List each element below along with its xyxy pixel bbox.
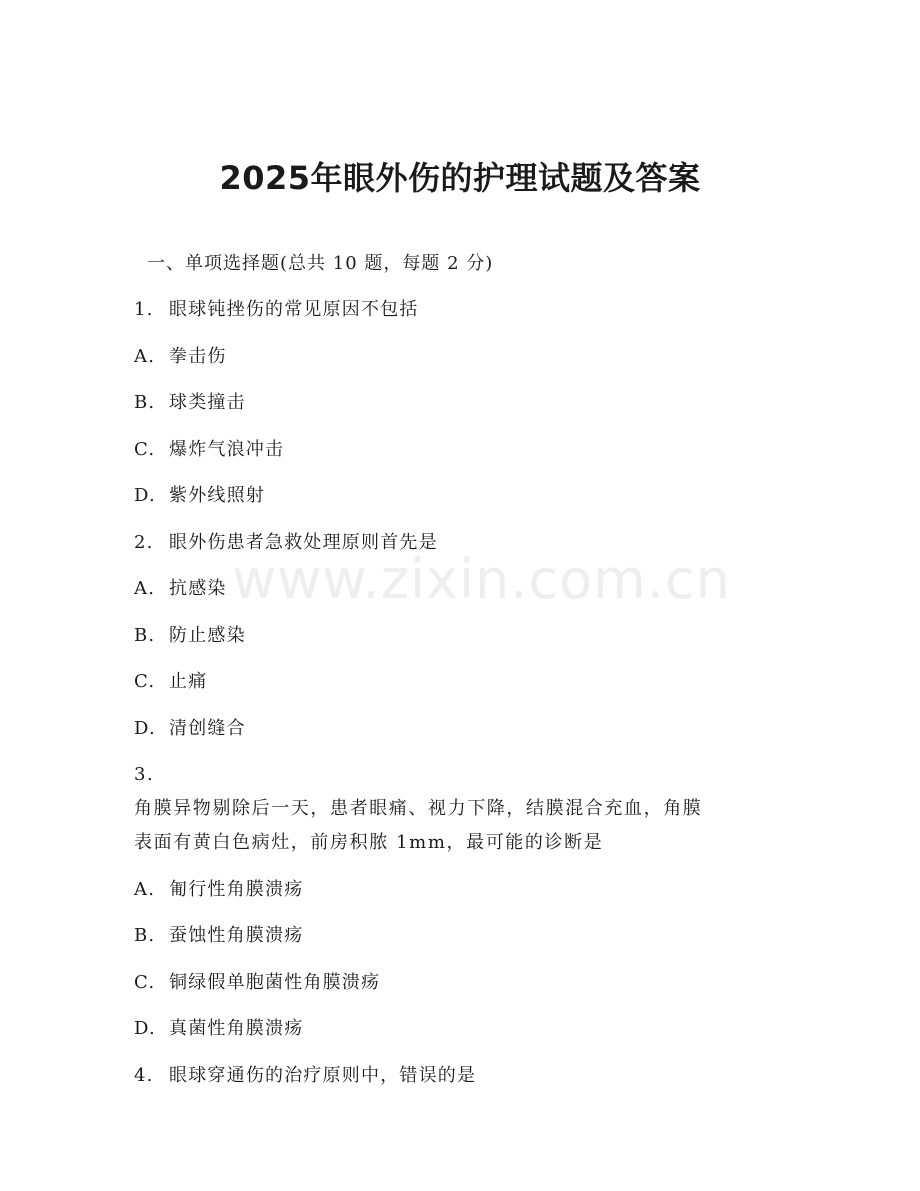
option-text: 爆炸气浪冲击 — [169, 438, 285, 460]
option-b — [134, 919, 794, 953]
option-label: D. — [134, 485, 156, 506]
option-label: B. — [134, 624, 156, 646]
document-body — [134, 247, 794, 1105]
option-c — [134, 433, 794, 467]
question-text-line-1: 角膜异物剔除后一天，患者眼痛、视力下降，结膜混合充血，角膜 — [134, 798, 703, 819]
option-label: B. — [134, 392, 156, 413]
option-a — [134, 873, 794, 907]
option-b — [134, 386, 794, 420]
option-label: C. — [134, 438, 156, 460]
question-number: 3. — [134, 764, 155, 785]
option-label: C. — [134, 971, 156, 993]
question-text: 眼外伤患者急救处理原则首先是 — [169, 531, 438, 553]
option-text: 铜绿假单胞菌性角膜溃疡 — [169, 971, 381, 993]
option-text: 匍行性角膜溃疡 — [169, 878, 304, 900]
option-d — [134, 479, 794, 513]
option-text: 拳击伤 — [169, 345, 227, 367]
option-a — [134, 572, 794, 606]
question-4 — [134, 1059, 794, 1093]
option-text: 抗感染 — [169, 578, 227, 599]
question-number: 4. — [134, 1064, 154, 1086]
question-line-1 — [134, 758, 794, 826]
option-b — [134, 619, 794, 653]
watermark: www.zixin.com.cn — [232, 548, 731, 611]
question-number: 1. — [134, 299, 154, 320]
option-label: A. — [134, 345, 156, 367]
option-c — [134, 665, 794, 699]
option-a — [134, 340, 794, 374]
option-text: 球类撞击 — [169, 392, 246, 413]
document-title: 2025年眼外伤的护理试题及答案 — [219, 159, 701, 197]
option-text: 防止感染 — [169, 624, 246, 646]
option-text: 清创缝合 — [169, 717, 246, 739]
option-label: A. — [134, 578, 156, 599]
option-text: 蚕蚀性角膜溃疡 — [169, 925, 304, 946]
question-1 — [134, 293, 794, 327]
question-text: 眼球穿通伤的治疗原则中，错误的是 — [169, 1064, 477, 1086]
option-text: 止痛 — [169, 671, 208, 692]
option-text: 紫外线照射 — [169, 485, 265, 506]
question-2 — [134, 526, 794, 560]
section-heading: 一、单项选择题(总共 10 题，每题 2 分) — [147, 253, 494, 274]
option-label: B. — [134, 925, 156, 946]
option-text: 真菌性角膜溃疡 — [169, 1018, 304, 1039]
option-label: A. — [134, 878, 156, 900]
option-c — [134, 966, 794, 1000]
question-3 — [134, 758, 794, 860]
option-d — [134, 1012, 794, 1046]
question-number: 2. — [134, 531, 154, 553]
question-text: 眼球钝挫伤的常见原因不包括 — [169, 299, 419, 320]
option-label: D. — [134, 717, 156, 739]
question-text-line-2: 表面有黄白色病灶，前房积脓 1mm，最可能的诊断是 — [134, 832, 604, 853]
option-d — [134, 712, 794, 746]
option-label: D. — [134, 1018, 156, 1039]
option-label: C. — [134, 671, 156, 692]
